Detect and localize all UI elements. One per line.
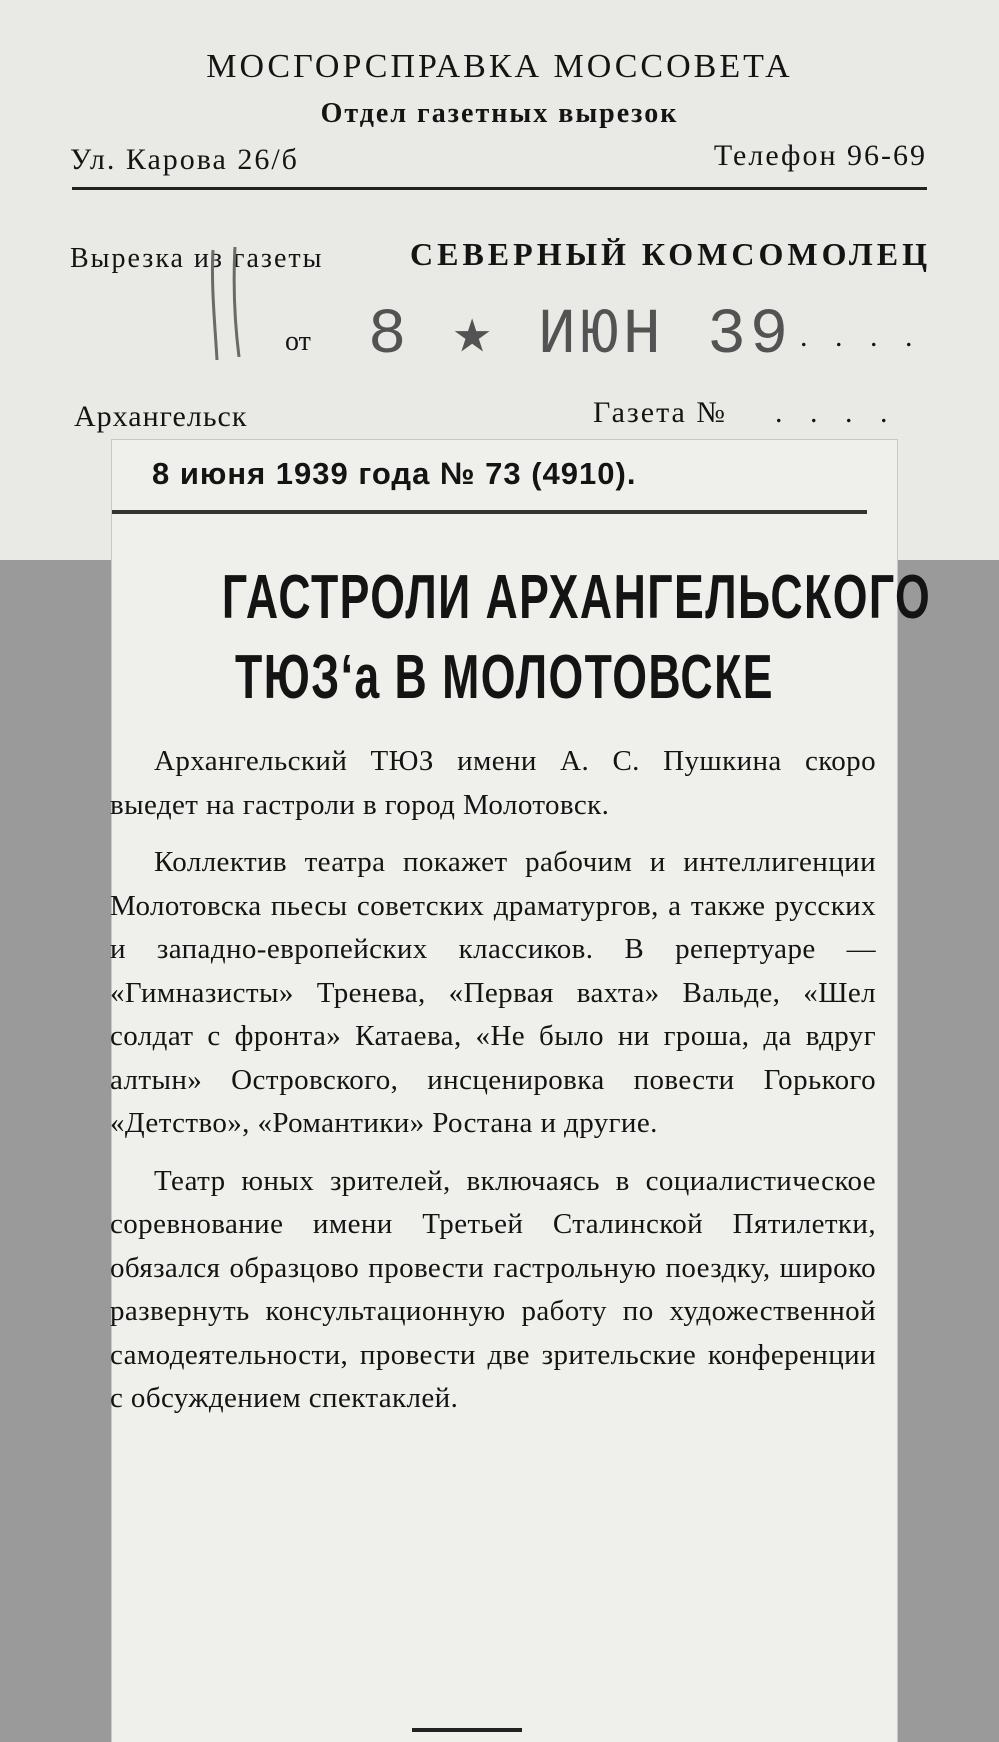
- article-end-rule: [412, 1728, 522, 1732]
- newspaper-clipping: [110, 440, 932, 1742]
- dateline-rule: [112, 510, 867, 514]
- article-paragraph: Архангельский ТЮЗ имени А. С. Пушкина скоро выедет на гастроли в город Молотовск.: [110, 745, 876, 821]
- cutting-label: Вырезка из газеты: [70, 243, 324, 274]
- headline-line: ТЮЗ‘а В МОЛОТОВСКЕ: [235, 643, 774, 712]
- department-name: Отдел газетных вырезок: [320, 98, 679, 129]
- article-paragraph: Театр юных зрителей, включаясь в социалистическое соревнование имени Третьей Сталинской Пятилетки, обязался образцово провести гастрольную поездку, широко развернуть консультационную работу по художественной самодеятельности, провести две зрительские конференции с обсуждением спектаклей.: [110, 1164, 876, 1414]
- city-name: Архангельск: [74, 400, 248, 433]
- article-body: [110, 740, 876, 1435]
- article-paragraph: Коллектив театра покажет рабочим и интеллигенции Молотовска пьесы советских драматургов, а также русских и западно-европейских классиков. В репертуаре — «Гимназисты» Тренева, «Первая вахта» Вальде, «Шел солдат с фронта» Катаева, «Не было ни гроша, да вдруг алтын» Островского, инсценировка повести Горького «Детство», «Романтики» Ростана и другие.: [110, 846, 876, 1139]
- bureau-name: МОСГОРСПРАВКА МОССОВЕТА: [206, 48, 793, 85]
- issue-dateline: 8 июня 1939 года № 73 (4910).: [152, 456, 637, 491]
- date-fill-dots: . . . .: [800, 320, 923, 353]
- date-label: от: [285, 326, 311, 357]
- bureau-address: Ул. Карова 26/б: [70, 143, 299, 176]
- pencil-mark-icon: [205, 245, 265, 365]
- issue-fill-dots: . . . .: [775, 396, 898, 429]
- headline-line: ГАСТРОЛИ АРХАНГЕЛЬСКОГО: [221, 563, 932, 632]
- date-stamp: 8 ★ ИЮН 39: [368, 300, 793, 372]
- issue-number-label: Газета №: [593, 396, 727, 429]
- bureau-phone: Телефон 96-69: [713, 139, 927, 172]
- newspaper-name: СЕВЕРНЫЙ КОМСОМОЛЕЦ: [410, 236, 931, 272]
- header-divider: [72, 187, 927, 190]
- article-headline: [221, 558, 932, 718]
